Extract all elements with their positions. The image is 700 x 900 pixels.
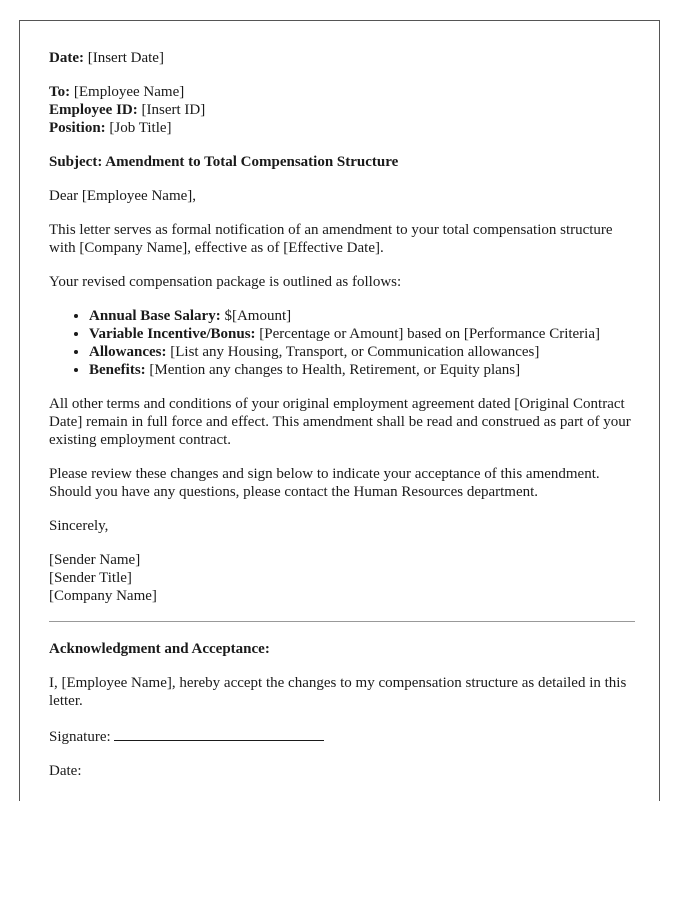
sender-company: [Company Name] <box>49 588 157 604</box>
acknowledgment-heading <box>49 640 635 658</box>
section-divider <box>49 621 635 622</box>
position-line <box>49 119 635 137</box>
list-item-base-salary <box>89 307 635 325</box>
to-value: [Employee Name] <box>70 84 185 100</box>
bonus-text: [Percentage or Amount] based on [Performance Criteria] <box>255 326 600 342</box>
position-label: Position: <box>49 120 106 136</box>
list-item-allowances <box>89 343 635 361</box>
acknowledgment-date-line <box>49 762 635 780</box>
allowances-text: [List any Housing, Transport, or Communication allowances] <box>166 344 540 360</box>
date-value: [Insert Date] <box>83 50 164 66</box>
compensation-list <box>49 307 635 379</box>
letter-page <box>19 20 660 801</box>
recipient-block <box>49 83 635 137</box>
sender-block <box>49 551 635 605</box>
signature-line <box>49 726 635 746</box>
review-paragraph: Please review these changes and sign below to indicate your acceptance of this amendment. Should you have any questions, please contact the Human Resources department. <box>49 466 600 500</box>
allowances-label: Allowances: <box>89 344 167 360</box>
benefits-text: [Mention any changes to Health, Retirement, or Equity plans] <box>145 362 521 378</box>
package-intro: Your revised compensation package is outlined as follows: <box>49 274 402 290</box>
list-item-bonus <box>89 325 635 343</box>
sender-name: [Sender Name] <box>49 552 141 568</box>
bonus-label: Variable Incentive/Bonus: <box>89 326 256 342</box>
benefits-label: Benefits: <box>89 362 146 378</box>
to-line <box>49 83 635 101</box>
acknowledgment-text: I, [Employee Name], hereby accept the changes to my compensation structure as detailed in this letter. <box>49 675 627 709</box>
acknowledgment-date-label: Date: <box>49 763 82 779</box>
subject-line <box>49 153 635 171</box>
date-label: Date: <box>49 50 84 66</box>
base-salary-label: Annual Base Salary: <box>89 308 221 324</box>
closing: Sincerely, <box>49 518 109 534</box>
acknowledgment-heading-text: Acknowledgment and Acceptance: <box>49 641 270 657</box>
position-value: [Job Title] <box>105 120 172 136</box>
terms-paragraph: All other terms and conditions of your original employment agreement dated [Original Contract Date] remain in full force and effect. This amendment shall be read and construed as part of your existing employment contract. <box>49 396 631 448</box>
letter-content <box>49 49 635 796</box>
salutation: Dear [Employee Name], <box>49 188 197 204</box>
signature-field[interactable] <box>114 726 324 741</box>
employee-id-label: Employee ID: <box>49 102 138 118</box>
employee-id-line <box>49 101 635 119</box>
base-salary-text: $[Amount] <box>220 308 292 324</box>
to-label: To: <box>49 84 71 100</box>
list-item-benefits <box>89 361 635 379</box>
date-line <box>49 49 635 67</box>
subject-text: Subject: Amendment to Total Compensation Structure <box>49 154 399 170</box>
employee-id-value: [Insert ID] <box>137 102 206 118</box>
signature-label: Signature: <box>49 729 115 745</box>
date-block <box>49 49 635 67</box>
sender-title: [Sender Title] <box>49 570 132 586</box>
intro-paragraph: This letter serves as formal notification of an amendment to your total compensation structure with [Company Name], effective as of [Effective Date]. <box>49 222 613 256</box>
